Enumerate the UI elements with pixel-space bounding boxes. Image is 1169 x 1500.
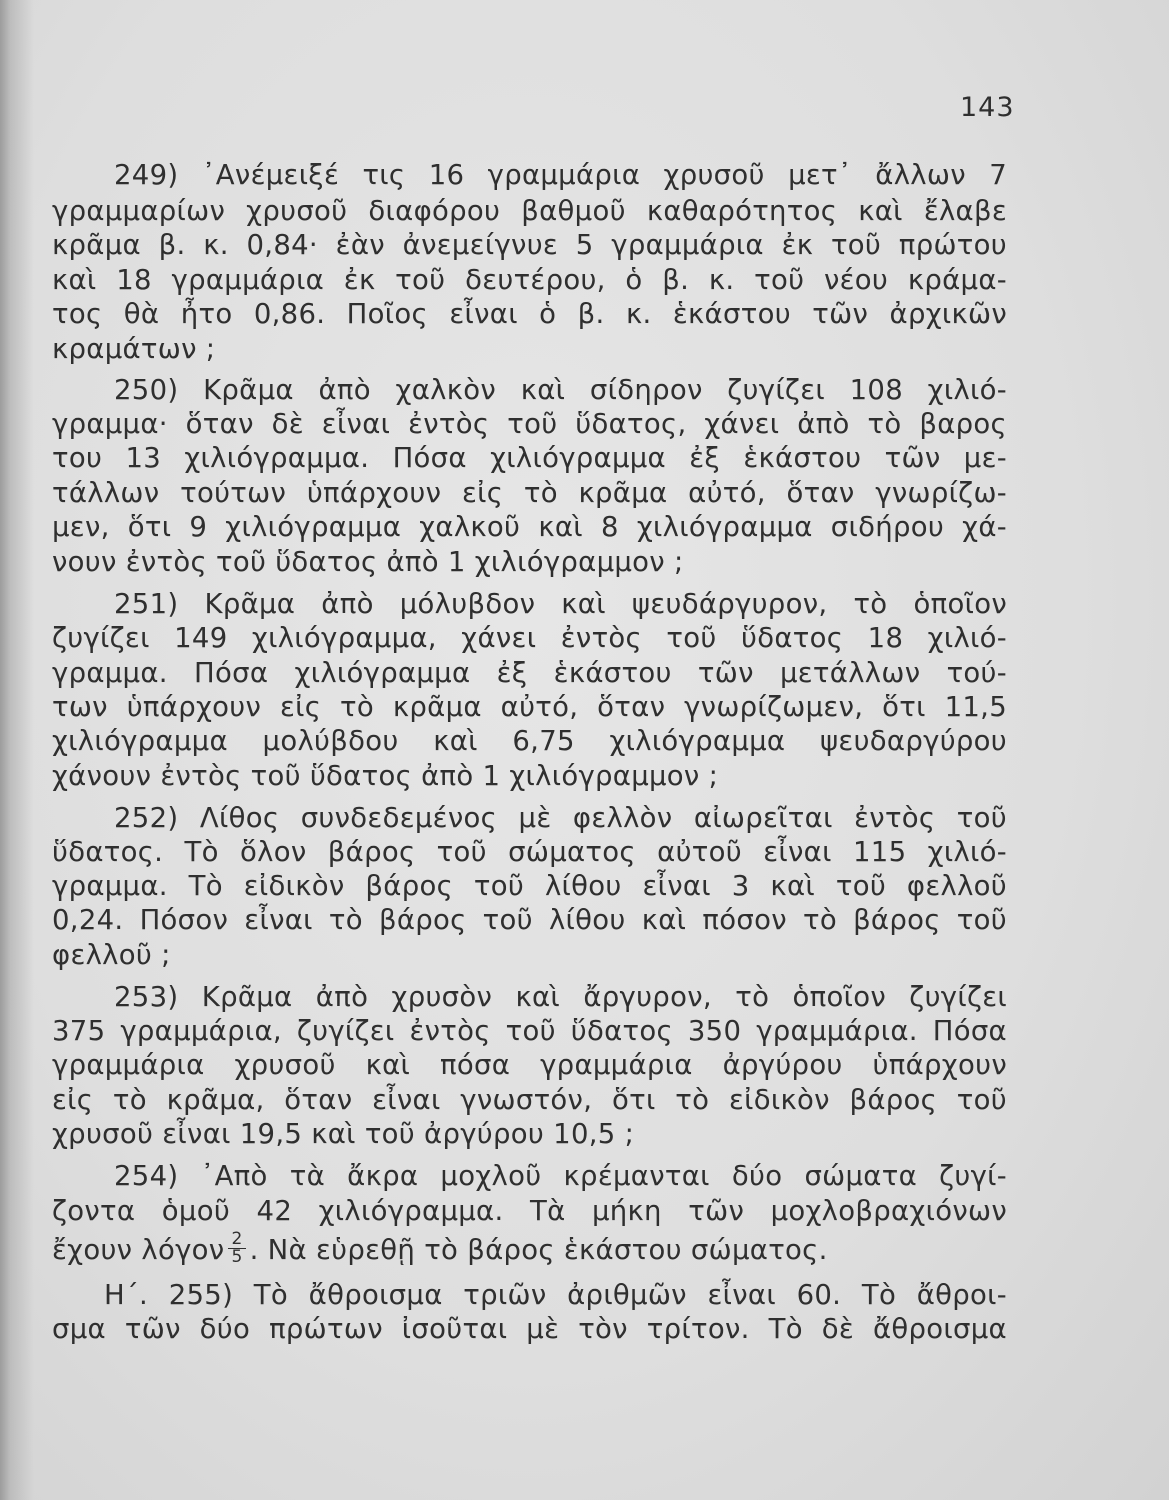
problem-250-line-1: 250) Κρᾶμα ἀπὸ χαλκὸν καὶ σίδηρον ζυγίζει 108 χιλιό-: [114, 374, 1007, 406]
problem-253-line-4: εἰς τὸ κρᾶμα, ὅταν εἶναι γνωστόν, ὅτι τὸ εἰδικὸν βάρος τοῦ: [52, 1084, 1007, 1116]
problem-250-line-5: μεν, ὅτι 9 χιλιόγραμμα χαλκοῦ καὶ 8 χιλιόγραμμα σιδήρου χά-: [52, 511, 1007, 543]
page-edge-shadow: [0, 0, 34, 1500]
problem-250-line-2: γραμμα· ὅταν δὲ εἶναι ἐντὸς τοῦ ὕδατος, χάνει ἀπὸ τὸ βαρος: [52, 408, 1007, 440]
problem-249-line-5: τος θὰ ἦτο 0,86. Ποῖος εἶναι ὁ β. κ. ἑκάστου τῶν ἀρχικῶν: [52, 298, 1007, 330]
problem-249-line-2: γραμμαρίων χρυσοῦ διαφόρου βαθμοῦ καθαρότητος καὶ ἔλαβε: [52, 195, 1007, 227]
problem-253-line-1: 253) Κρᾶμα ἀπὸ χρυσὸν καὶ ἄργυρον, τὸ ὁποῖον ζυγίζει: [114, 981, 1007, 1013]
problem-252-line-3: γραμμα. Τὸ εἰδικὸν βάρος τοῦ λίθου εἶναι 3 καὶ τοῦ φελλοῦ: [52, 870, 1007, 902]
page-number: 143: [960, 92, 1015, 123]
fraction-numerator: 2: [228, 1231, 245, 1249]
problem-249-line-1: 249) ᾽Ανέμειξέ τις 16 γραμμάρια χρυσοῦ μετ᾽ ἄλλων 7: [114, 159, 1007, 191]
problem-249-line-4: καὶ 18 γραμμάρια ἐκ τοῦ δευτέρου, ὁ β. κ. τοῦ νέου κράμα-: [52, 264, 1007, 296]
problem-251-line-4: των ὑπάρχουν εἰς τὸ κρᾶμα αὐτό, ὅταν γνωρίζωμεν, ὅτι 11,5: [52, 691, 1007, 723]
problem-249-line-6: κραμάτων ;: [52, 333, 216, 365]
ratio-tail-text: . Νὰ εὑρεθῇ τὸ βάρος ἑκάστου σώματος.: [249, 1234, 828, 1266]
problem-251-line-5: χιλιόγραμμα μολύβδου καὶ 6,75 χιλιόγραμμα ψευδαργύρου: [52, 725, 1007, 757]
problem-250-line-6: νουν ἐντὸς τοῦ ὕδατος ἀπὸ 1 χιλιόγραμμον ;: [52, 546, 684, 578]
problem-250-line-3: του 13 χιλιόγραμμα. Πόσα χιλιόγραμμα ἐξ ἑκάστου τῶν με-: [52, 442, 1007, 474]
problem-253-line-2: 375 γραμμάρια, ζυγίζει ἐντὸς τοῦ ὕδατος 350 γραμμάρια. Πόσα: [52, 1015, 1007, 1047]
problem-254-line-2: ζοντα ὁμοῦ 42 χιλιόγραμμα. Τὰ μήκη τῶν μοχλοβραχιόνων: [52, 1195, 1007, 1227]
problem-253-line-5: χρυσοῦ εἶναι 19,5 καὶ τοῦ ἀργύρου 10,5 ;: [52, 1118, 635, 1150]
problem-250-line-4: τάλλων τούτων ὑπάρχουν εἰς τὸ κρᾶμα αὐτό, ὅταν γνωρίζω-: [52, 477, 1007, 509]
problem-252-line-1: 252) Λίθος συνδεδεμένος μὲ φελλὸν αἰωρεῖται ἐντὸς τοῦ: [114, 802, 1007, 834]
problem-251-line-6: χάνουν ἐντὸς τοῦ ὕδατος ἀπὸ 1 χιλιόγραμμον ;: [52, 760, 719, 792]
problem-251-line-1: 251) Κρᾶμα ἀπὸ μόλυβδον καὶ ψευδάργυρον, τὸ ὁποῖον: [114, 588, 1007, 620]
problem-252-line-5: φελλοῦ ;: [52, 939, 171, 971]
ratio-lead-text: ἔχουν λόγον: [52, 1234, 225, 1266]
problem-252-line-4: 0,24. Πόσον εἶναι τὸ βάρος τοῦ λίθου καὶ πόσον τὸ βάρος τοῦ: [52, 904, 1007, 936]
problem-254-line-3: [52, 1228, 1007, 1269]
problem-253-line-3: γραμμάρια χρυσοῦ καὶ πόσα γραμμάρια ἀργύρου ὑπάρχουν: [52, 1049, 1007, 1081]
problem-254-line-1: 254) ᾽Απὸ τὰ ἄκρα μοχλοῦ κρέμανται δύο σώματα ζυγί-: [114, 1160, 1007, 1192]
problem-251-line-3: γραμμα. Πόσα χιλιόγραμμα ἐξ ἑκάστου τῶν μετάλλων τού-: [52, 657, 1007, 689]
problem-252-line-2: ὕδατος. Τὸ ὅλον βάρος τοῦ σώματος αὐτοῦ εἶναι 115 χιλιό-: [52, 836, 1007, 868]
problem-255-line-2: σμα τῶν δύο πρώτων ἰσοῦται μὲ τὸν τρίτον. Τὸ δὲ ἄθροισμα: [52, 1313, 1007, 1345]
ratio-fraction: [228, 1228, 245, 1267]
problem-255-line-1: Η΄. 255) Τὸ ἄθροισμα τριῶν ἀριθμῶν εἶναι 60. Τὸ ἄθροι-: [104, 1279, 1007, 1311]
problem-251-line-2: ζυγίζει 149 χιλιόγραμμα, χάνει ἐντὸς τοῦ ὕδατος 18 χιλιό-: [52, 622, 1007, 654]
problem-249-line-3: κρᾶμα β. κ. 0,84· ἐὰν ἀνεμείγνυε 5 γραμμάρια ἐκ τοῦ πρώτου: [52, 229, 1007, 261]
fraction-denominator: 5: [231, 1246, 243, 1267]
